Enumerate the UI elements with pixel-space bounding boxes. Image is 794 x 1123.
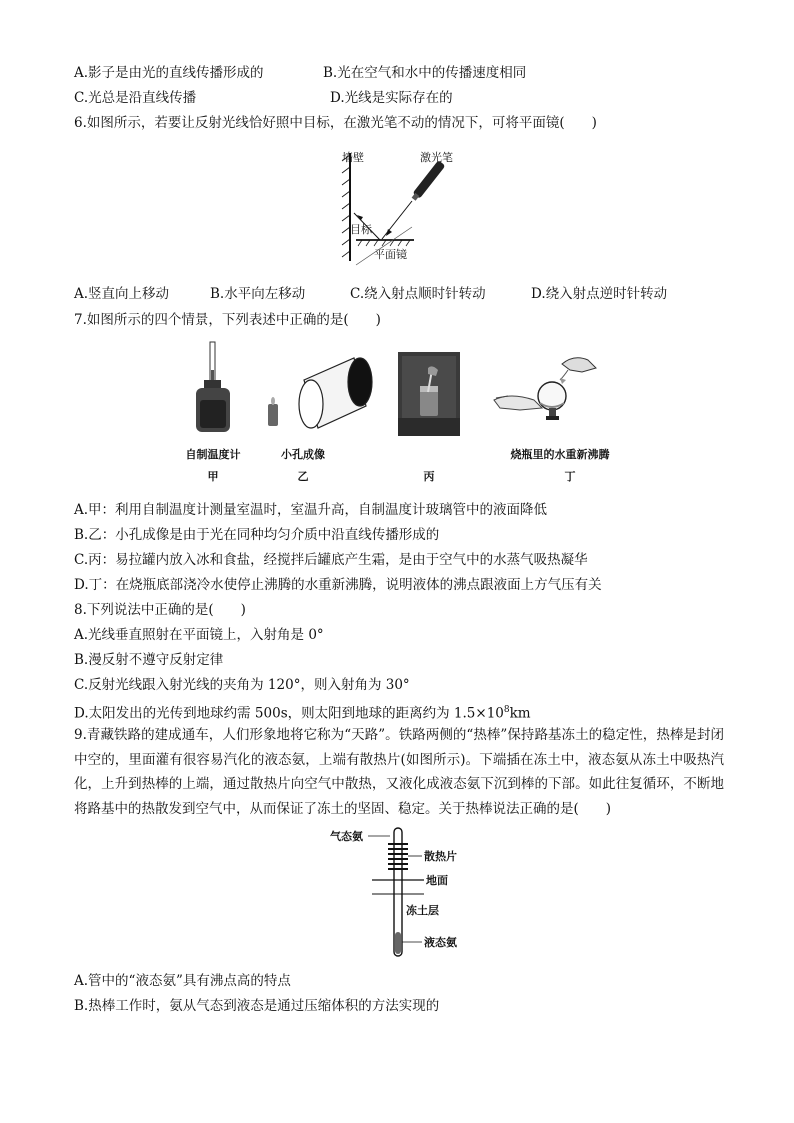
q6-mirror-figure bbox=[328, 143, 468, 271]
incident-ray bbox=[382, 201, 412, 239]
q6-option-a: A.竖直向上移动 bbox=[74, 286, 170, 302]
q8-option-d bbox=[74, 701, 531, 723]
q8-option-b: B.漫反射不遵守反射定律 bbox=[74, 652, 224, 668]
wall-hatching bbox=[342, 155, 350, 257]
q8-option-a: A.光线垂直照射在平面镜上，入射角是 0° bbox=[74, 627, 324, 643]
caption-ding: 烧瓶里的水重新沸腾 bbox=[510, 448, 610, 461]
q9-option-a: A.管中的“液态氨”具有沸点高的特点 bbox=[74, 973, 291, 989]
q8-option-d-text: D.太阳发出的光传到地球约需 500s，则太阳到地球的距离约为 1.5×10 bbox=[74, 705, 504, 722]
q9-stem: 9.青藏铁路的建成通车，人们形象地将它称为“天路”。铁路两侧的“热棒”保持路基冻土的稳定性，热棒是封闭中空的，里面灌有很容易汽化的液态氨，上端有散热片(如图所示)。下端插在冻土中，液态氨从冻土中吸热汽化，上升到热棒的上端，通过散热片向空气中散热，又液化成液态氨下沉到棒的下部。如此往复循环，不断地将路基中的热散发到空气中，从而保证了冻土的坚固、稳定。关于热棒说法正确的是( ) bbox=[74, 727, 724, 817]
q8-option-c: C.反射光线跟入射光线的夹角为 120°，则入射角为 30° bbox=[74, 677, 410, 693]
laser-pen-icon bbox=[410, 160, 445, 202]
q6-option-c: C.绕入射点顺时针转动 bbox=[350, 286, 486, 302]
q6-stem: 6.如图所示，若要让反射光线恰好照中目标，在激光笔不动的情况下，可将平面镜( ) bbox=[74, 115, 597, 131]
candle-icon bbox=[268, 404, 278, 426]
label-yi: 乙 bbox=[297, 470, 309, 483]
homemade-thermometer-figure bbox=[188, 340, 238, 438]
label-bing: 丙 bbox=[423, 470, 435, 483]
heat-pipe-figure bbox=[328, 824, 478, 960]
ice-can-photo bbox=[398, 352, 460, 436]
q5-option-d: D.光线是实际存在的 bbox=[330, 90, 453, 106]
fins-label: 散热片 bbox=[424, 850, 457, 863]
q8-stem: 8.下列说法中正确的是( ) bbox=[74, 602, 246, 618]
label-ding: 丁 bbox=[564, 470, 576, 483]
q7-option-b: B.乙：小孔成像是由于光在同种均匀介质中沿直线传播形成的 bbox=[74, 527, 440, 543]
q6-option-b: B.水平向左移动 bbox=[210, 286, 306, 302]
q7-option-a: A.甲：利用自制温度计测量室温时，室温升高，自制温度计玻璃管中的液面降低 bbox=[74, 502, 548, 518]
laser-label: 激光笔 bbox=[420, 151, 453, 164]
ground-label: 地面 bbox=[426, 874, 448, 887]
q8-option-d-unit: km bbox=[509, 705, 531, 722]
q6-option-d: D.绕入射点逆时针转动 bbox=[531, 286, 668, 302]
caption-jia: 自制温度计 bbox=[185, 448, 241, 461]
liquid-ammonia-label: 液态氨 bbox=[424, 936, 457, 949]
target-label: 目标 bbox=[350, 223, 372, 236]
mirror-label: 平面镜 bbox=[374, 248, 407, 261]
q7-stem: 7.如图所示的四个情景，下列表述中正确的是( ) bbox=[74, 312, 381, 328]
pinhole-camera-figure bbox=[266, 352, 382, 432]
q5-option-c: C.光总是沿直线传播 bbox=[74, 90, 197, 106]
flask-reboil-figure bbox=[490, 350, 610, 434]
q9-option-b: B.热棒工作时，氨从气态到液态是通过压缩体积的方法实现的 bbox=[74, 998, 440, 1014]
flask-icon bbox=[538, 382, 566, 410]
wall-label: 墙壁 bbox=[342, 151, 364, 164]
q7-option-d: D.丁：在烧瓶底部浇冷水使停止沸腾的水重新沸腾，说明液体的沸点跟液面上方气压有关 bbox=[74, 577, 602, 593]
q5-option-b: B.光在空气和水中的传播速度相同 bbox=[323, 65, 527, 81]
gas-ammonia-label: 气态氨 bbox=[330, 830, 363, 843]
q7-option-c: C.丙：易拉罐内放入冰和食盐，经搅拌后罐底产生霜，是由于空气中的水蒸气吸热凝华 bbox=[74, 552, 588, 568]
frozen-soil-label: 冻土层 bbox=[406, 904, 439, 917]
q5-option-a: A.影子是由光的直线传播形成的 bbox=[74, 65, 264, 81]
label-jia: 甲 bbox=[207, 470, 219, 483]
caption-yi: 小孔成像 bbox=[281, 448, 325, 461]
q8-option-d-exponent: 8 bbox=[503, 705, 510, 715]
liquid-ammonia-fill bbox=[395, 932, 401, 954]
